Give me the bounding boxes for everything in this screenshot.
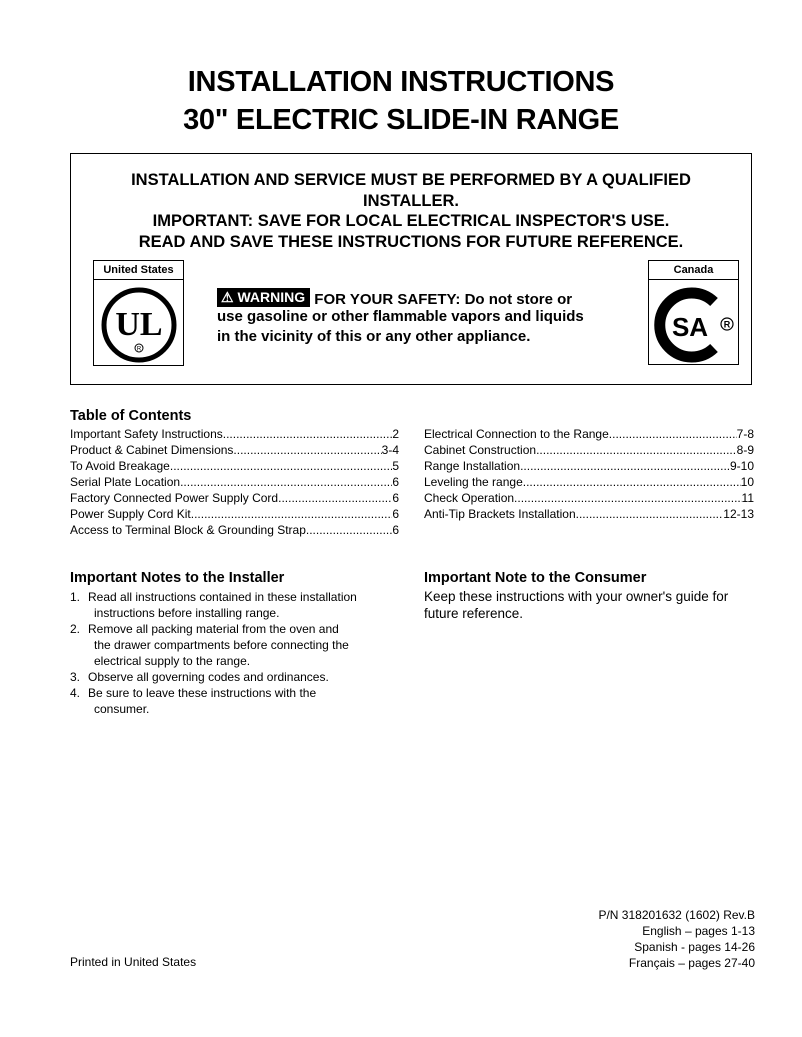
toc-leader bbox=[233, 442, 381, 458]
toc-entry-page: 7-8 bbox=[736, 427, 754, 441]
toc-entry-page: 6 bbox=[392, 523, 399, 537]
toc-entry-label: Cabinet Construction bbox=[424, 443, 537, 457]
toc-entry-page: 5 bbox=[392, 459, 399, 473]
spanish-pages: Spanish - pages 14-26 bbox=[634, 940, 755, 954]
toc-entry-label: Range Installation bbox=[424, 459, 521, 473]
cert-ca-panel bbox=[648, 260, 739, 365]
toc-entry-page: 11 bbox=[741, 491, 754, 505]
toc-entry-label: Product & Cabinet Dimensions bbox=[70, 443, 234, 457]
cert-us-panel bbox=[93, 260, 184, 366]
list-item bbox=[70, 685, 400, 717]
csa-logo-text: SA bbox=[671, 312, 708, 342]
toc-entry[interactable] bbox=[70, 474, 399, 490]
list-item-text: Remove all packing material from the oven and bbox=[88, 622, 339, 636]
toc-entry[interactable] bbox=[424, 474, 754, 490]
toc-entry-label: Leveling the range bbox=[424, 475, 523, 489]
toc-entry-label: Access to Terminal Block & Grounding Strap bbox=[70, 523, 306, 537]
toc-entry-label: Factory Connected Power Supply Cord bbox=[70, 491, 279, 505]
list-item-text: Read all instructions contained in these installation bbox=[88, 590, 357, 604]
toc-entry-page: 2 bbox=[392, 427, 399, 441]
warning-badge-label: WARNING bbox=[237, 289, 306, 305]
toc-entry-label: Power Supply Cord Kit bbox=[70, 507, 191, 521]
english-pages: English – pages 1-13 bbox=[642, 924, 755, 938]
toc-entry[interactable] bbox=[70, 506, 399, 522]
page-title-line-1: INSTALLATION INSTRUCTIONS bbox=[187, 66, 615, 98]
warning-line-1 bbox=[217, 288, 572, 308]
toc-entry-label: Anti-Tip Brackets Installation bbox=[424, 507, 576, 521]
list-item-text: consumer. bbox=[94, 702, 150, 716]
toc-entry-page: 12-13 bbox=[723, 507, 754, 521]
toc-entry-page: 8-9 bbox=[736, 443, 754, 457]
toc-entry-label: Check Operation bbox=[424, 491, 515, 505]
toc-entry[interactable] bbox=[70, 490, 399, 506]
warning-line-2: use gasoline or other flammable vapors and liquids bbox=[217, 308, 584, 325]
warning-triangle-icon: ⚠ bbox=[221, 289, 234, 305]
french-pages: Français – pages 27-40 bbox=[628, 956, 755, 970]
toc-leader bbox=[520, 458, 730, 474]
toc-leader bbox=[223, 426, 393, 442]
list-item-text: Observe all governing codes and ordinances. bbox=[88, 670, 329, 684]
notice-line-4: READ AND SAVE THESE INSTRUCTIONS FOR FUTURE REFERENCE. bbox=[138, 233, 684, 251]
toc-entry-page: 9-10 bbox=[729, 459, 754, 473]
notice-box bbox=[70, 153, 752, 385]
toc-leader bbox=[609, 426, 737, 442]
installer-notes-list bbox=[70, 589, 400, 717]
toc-heading: Table of Contents bbox=[70, 408, 192, 424]
toc-leader bbox=[180, 474, 392, 490]
toc-leader bbox=[514, 490, 741, 506]
list-item-text: the drawer compartments before connecting the bbox=[94, 638, 349, 652]
toc-entry-label: Serial Plate Location bbox=[70, 475, 181, 489]
toc-entry[interactable] bbox=[424, 426, 754, 442]
toc-right-list bbox=[424, 426, 754, 522]
toc-leader bbox=[170, 458, 392, 474]
installer-heading: Important Notes to the Installer bbox=[70, 570, 285, 586]
printed-in: Printed in United States bbox=[70, 955, 197, 969]
toc-entry[interactable] bbox=[424, 442, 754, 458]
notice-line-2: INSTALLER. bbox=[363, 192, 459, 210]
toc-entry-page: 3-4 bbox=[381, 443, 399, 457]
toc-entry-label: Electrical Connection to the Range bbox=[424, 427, 609, 441]
svg-text:R: R bbox=[136, 346, 141, 353]
toc-leader bbox=[278, 490, 392, 506]
toc-leader bbox=[191, 506, 393, 522]
warning-badge bbox=[217, 288, 310, 307]
toc-leader bbox=[536, 442, 737, 458]
consumer-text: Keep these instructions with your owner's guide for future reference. bbox=[424, 589, 729, 621]
toc-entry-label: Important Safety Instructions bbox=[70, 427, 223, 441]
warning-text-1: FOR YOUR SAFETY: Do not store or bbox=[314, 291, 573, 308]
toc-entry[interactable] bbox=[70, 522, 399, 538]
toc-left-list bbox=[70, 426, 399, 538]
ul-listed-icon bbox=[100, 286, 178, 364]
part-number: P/N 318201632 (1602) Rev.B bbox=[598, 908, 755, 922]
list-item bbox=[70, 589, 400, 621]
consumer-heading: Important Note to the Consumer bbox=[424, 570, 647, 586]
list-item-number: 2. bbox=[70, 622, 81, 636]
toc-entry[interactable] bbox=[70, 458, 399, 474]
ul-logo-text: UL bbox=[114, 306, 163, 343]
part-number-block bbox=[598, 907, 755, 971]
list-item-number: 1. bbox=[70, 590, 81, 604]
cert-ca-label: Canada bbox=[649, 261, 738, 280]
notice-line-1: INSTALLATION AND SERVICE MUST BE PERFORMED BY A QUALIFIED bbox=[131, 171, 691, 189]
toc-entry[interactable] bbox=[424, 458, 754, 474]
toc-leader bbox=[306, 522, 392, 538]
list-item-text: Be sure to leave these instructions with the bbox=[88, 686, 317, 700]
svg-text:R: R bbox=[723, 319, 730, 330]
toc-leader bbox=[576, 506, 724, 522]
page-title-line-2: 30" ELECTRIC SLIDE-IN RANGE bbox=[183, 104, 619, 136]
toc-entry[interactable] bbox=[70, 442, 399, 458]
csa-icon bbox=[652, 286, 736, 364]
toc-entry[interactable] bbox=[424, 506, 754, 522]
list-item bbox=[70, 669, 400, 685]
list-item-number: 4. bbox=[70, 686, 81, 700]
list-item-text: electrical supply to the range. bbox=[94, 654, 251, 668]
list-item bbox=[70, 621, 400, 669]
toc-entry-page: 10 bbox=[740, 475, 754, 489]
toc-entry-label: To Avoid Breakage bbox=[70, 459, 170, 473]
cert-us-label: United States bbox=[94, 261, 183, 280]
toc-entry-page: 6 bbox=[392, 491, 399, 505]
list-item-text: instructions before installing range. bbox=[94, 606, 280, 620]
toc-entry-page: 6 bbox=[392, 507, 399, 521]
list-item-number: 3. bbox=[70, 670, 81, 684]
notice-line-3: IMPORTANT: SAVE FOR LOCAL ELECTRICAL INSPECTOR'S USE. bbox=[152, 212, 670, 230]
toc-entry-page: 6 bbox=[392, 475, 399, 489]
toc-entry[interactable] bbox=[424, 490, 754, 506]
toc-entry[interactable] bbox=[70, 426, 399, 442]
warning-line-3: in the vicinity of this or any other appliance. bbox=[217, 328, 531, 345]
toc-leader bbox=[523, 474, 741, 490]
